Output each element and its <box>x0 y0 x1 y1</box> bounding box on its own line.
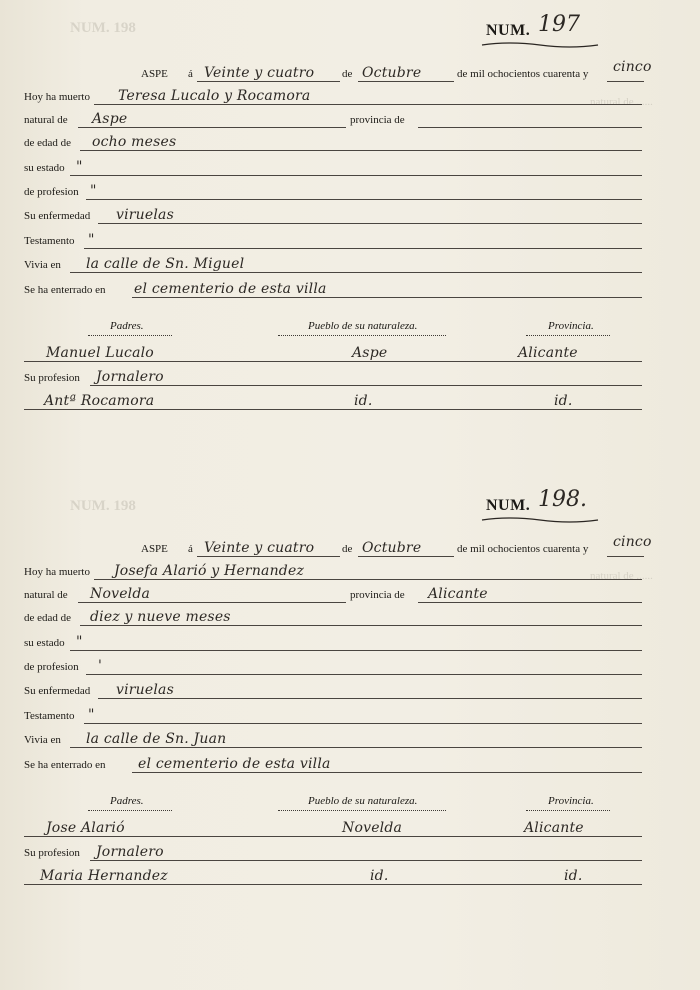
padres-header: Padres. <box>110 795 144 807</box>
flourish-rule <box>480 515 600 525</box>
natural-label: natural de <box>24 589 68 601</box>
town-label: ASPE <box>141 543 168 555</box>
edad-value: ocho meses <box>92 134 177 150</box>
testamento-value: " <box>88 232 95 248</box>
year-rule <box>607 81 644 82</box>
dead-label: Hoy ha muerto <box>24 566 90 578</box>
provincia-rule <box>418 127 642 128</box>
profesion-row <box>24 655 644 677</box>
profesion-row <box>24 180 644 202</box>
enfermedad-value: viruelas <box>116 207 174 223</box>
vivia-row <box>24 728 644 750</box>
provincia-dash <box>526 810 610 811</box>
father-provincia: Alicante <box>518 345 578 361</box>
profesion-label: de profesion <box>24 661 79 673</box>
date-row <box>24 534 652 559</box>
pueblo-dash <box>278 335 446 336</box>
bleed-through-lines: natural de ...... <box>590 96 653 108</box>
mother-name: Antª Rocamora <box>44 393 155 409</box>
enfermedad-rule <box>98 223 642 224</box>
edad-label: de edad de <box>24 137 72 149</box>
profesion-value: " <box>90 183 97 199</box>
natural-row <box>24 583 644 605</box>
record-number <box>486 12 580 40</box>
num-value: 197 <box>538 12 580 37</box>
de-label: de <box>342 543 353 555</box>
enterrado-value: el cementerio de esta villa <box>138 756 331 772</box>
mother-provincia: id. <box>564 868 583 884</box>
mother-rule <box>24 409 642 410</box>
provincia-value: Alicante <box>428 586 488 602</box>
year-suffix: cinco <box>613 59 652 75</box>
edad-label: de edad de <box>24 612 72 624</box>
father-name: Jose Alarió <box>46 820 125 836</box>
vivia-value: la calle de Sn. Juan <box>86 731 227 747</box>
father-rule <box>24 361 642 362</box>
estado-value: " <box>76 159 83 175</box>
provincia-dash <box>526 335 610 336</box>
parents-header <box>24 789 644 811</box>
dead-label: Hoy ha muerto <box>24 91 90 103</box>
vivia-label: Vivia en <box>24 734 61 746</box>
dead-rule <box>94 104 642 105</box>
day-value: Veinte y cuatro <box>204 65 315 81</box>
father-row <box>24 817 644 839</box>
testamento-row <box>24 229 644 251</box>
father-row <box>24 342 644 364</box>
month-rule <box>358 81 454 82</box>
su-profesion-label: Su profesion <box>24 847 80 859</box>
provincia-label: provincia de <box>350 114 405 126</box>
padres-header: Padres. <box>110 320 144 332</box>
flourish-rule <box>480 40 600 50</box>
padres-dash <box>88 810 172 811</box>
vivia-value: la calle de Sn. Miguel <box>86 256 245 272</box>
enterrado-row <box>24 278 644 300</box>
month-value: Octubre <box>362 540 422 556</box>
natural-rule <box>78 602 346 603</box>
vivia-rule <box>70 747 642 748</box>
month-value: Octubre <box>362 65 422 81</box>
edad-value: diez y nueve meses <box>90 609 231 625</box>
profesion-rule <box>86 199 642 200</box>
pueblo-header: Pueblo de su naturaleza. <box>308 795 418 807</box>
su-profesion-rule <box>90 385 642 386</box>
enterrado-value: el cementerio de esta villa <box>134 281 327 297</box>
su-profesion-label: Su profesion <box>24 372 80 384</box>
mother-pueblo: id. <box>370 868 389 884</box>
dead-rule <box>94 579 642 580</box>
mother-name: Maria Hernandez <box>40 868 168 884</box>
pueblo-dash <box>278 810 446 811</box>
enfermedad-rule <box>98 698 642 699</box>
testamento-label: Testamento <box>24 710 75 722</box>
natural-label: natural de <box>24 114 68 126</box>
bleed-through-num: NUM. 198 <box>70 20 136 36</box>
parents-header <box>24 314 644 336</box>
de-label: de <box>342 68 353 80</box>
provincia-rule <box>418 602 642 603</box>
vivia-label: Vivia en <box>24 259 61 271</box>
father-profesion: Jornalero <box>96 369 164 385</box>
estado-row <box>24 631 644 653</box>
padres-dash <box>88 335 172 336</box>
num-value: 198. <box>538 487 587 512</box>
father-rule <box>24 836 642 837</box>
num-label: NUM. <box>486 497 531 514</box>
father-profesion: Jornalero <box>96 844 164 860</box>
estado-label: su estado <box>24 162 65 174</box>
dead-name: Teresa Lucalo y Rocamora <box>118 88 311 104</box>
bleed-through-lines: natural de ...... <box>590 570 653 582</box>
day-value: Veinte y cuatro <box>204 540 315 556</box>
estado-rule <box>70 650 642 651</box>
enterrado-rule <box>132 772 642 773</box>
day-rule <box>197 556 340 557</box>
profesion-value: ' <box>98 658 103 674</box>
year-suffix: cinco <box>613 534 652 550</box>
enterrado-rule <box>132 297 642 298</box>
father-profesion-row <box>24 366 644 388</box>
testamento-rule <box>84 248 642 249</box>
enterrado-label: Se ha enterrado en <box>24 759 106 771</box>
mother-provincia: id. <box>554 393 573 409</box>
testamento-rule <box>84 723 642 724</box>
estado-row <box>24 156 644 178</box>
estado-label: su estado <box>24 637 65 649</box>
bleed-through-num: NUM. 198 <box>70 498 136 514</box>
provincia-header: Provincia. <box>548 320 594 332</box>
natural-place: Novelda <box>90 586 151 602</box>
enfermedad-label: Su enfermedad <box>24 685 91 697</box>
town-label: ASPE <box>141 68 168 80</box>
testamento-label: Testamento <box>24 235 75 247</box>
estado-value: " <box>76 634 83 650</box>
testamento-row <box>24 704 644 726</box>
death-record-198 <box>0 487 700 977</box>
pueblo-header: Pueblo de su naturaleza. <box>308 320 418 332</box>
month-rule <box>358 556 454 557</box>
natural-row <box>24 108 644 130</box>
natural-place: Aspe <box>92 111 128 127</box>
edad-row <box>24 131 644 153</box>
enterrado-row <box>24 753 644 775</box>
father-profesion-row <box>24 841 644 863</box>
num-label: NUM. <box>486 22 531 39</box>
record-number <box>486 487 587 515</box>
enfermedad-row <box>24 679 644 701</box>
dead-name: Josefa Alarió y Hernandez <box>114 563 305 579</box>
deceased-row <box>24 560 644 582</box>
edad-rule <box>80 625 642 626</box>
vivia-rule <box>70 272 642 273</box>
enfermedad-label: Su enfermedad <box>24 210 91 222</box>
date-row <box>24 59 652 84</box>
a-label: á <box>188 543 193 555</box>
mother-pueblo: id. <box>354 393 373 409</box>
day-rule <box>197 81 340 82</box>
provincia-header: Provincia. <box>548 795 594 807</box>
father-pueblo: Novelda <box>342 820 403 836</box>
father-provincia: Alicante <box>524 820 584 836</box>
profesion-label: de profesion <box>24 186 79 198</box>
mother-rule <box>24 884 642 885</box>
father-name: Manuel Lucalo <box>46 345 154 361</box>
year-prefix: de mil ochocientos cuarenta y <box>457 68 589 80</box>
mother-row <box>24 865 644 887</box>
edad-row <box>24 606 644 628</box>
year-rule <box>607 556 644 557</box>
estado-rule <box>70 175 642 176</box>
profesion-rule <box>86 674 642 675</box>
natural-rule <box>78 127 346 128</box>
su-profesion-rule <box>90 860 642 861</box>
enfermedad-value: viruelas <box>116 682 174 698</box>
vivia-row <box>24 253 644 275</box>
provincia-label: provincia de <box>350 589 405 601</box>
mother-row <box>24 390 644 412</box>
year-prefix: de mil ochocientos cuarenta y <box>457 543 589 555</box>
enfermedad-row <box>24 204 644 226</box>
death-record-197 <box>0 12 700 502</box>
a-label: á <box>188 68 193 80</box>
edad-rule <box>80 150 642 151</box>
father-pueblo: Aspe <box>352 345 388 361</box>
deceased-row <box>24 85 644 107</box>
testamento-value: " <box>88 707 95 723</box>
enterrado-label: Se ha enterrado en <box>24 284 106 296</box>
